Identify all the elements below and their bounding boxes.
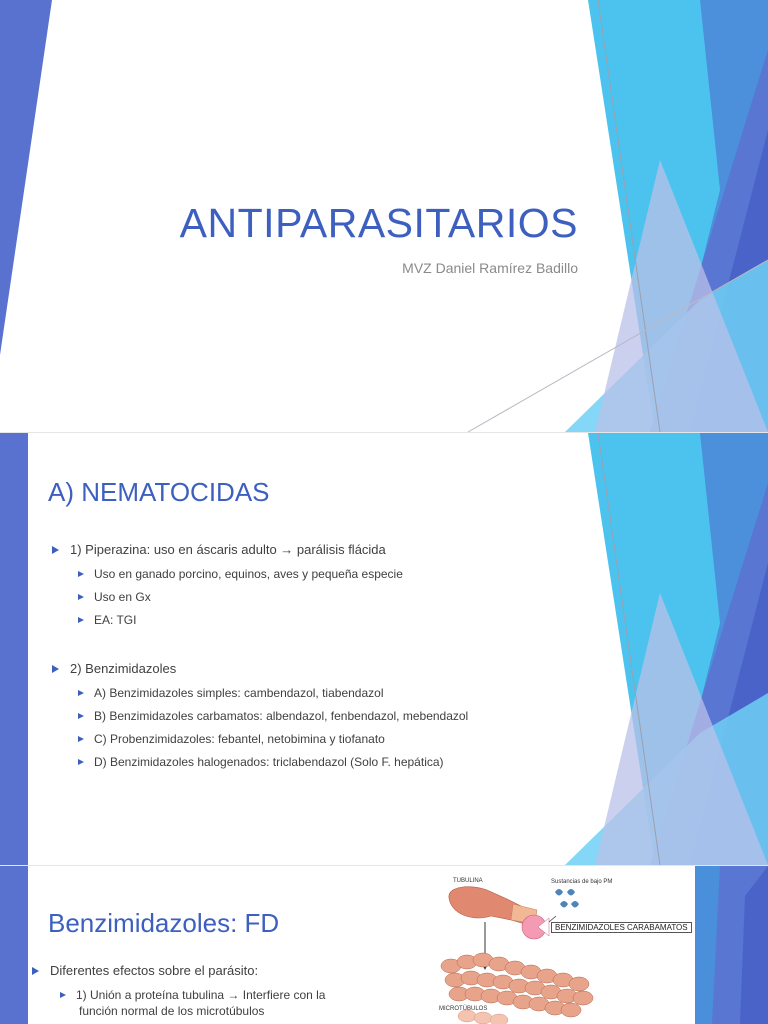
list-item: 1) Unión a proteína tubulina → Interfiere con la [60, 988, 325, 1002]
sustancias-label: Sustancias de bajo PM [551, 879, 613, 885]
list-item: EA: TGI [78, 613, 136, 627]
bullet-arrow-icon [78, 571, 84, 577]
list-item: B) Benzimidazoles carbamatos: albendazol, fenbendazol, mebendazol [78, 709, 468, 723]
list-item: D) Benzimidazoles halogenados: triclabendazol (Solo F. hepática) [78, 755, 444, 769]
list-item: 1) Piperazina: uso en áscaris adulto → parálisis flácida [52, 542, 386, 557]
list-item-continuation: función normal de los microtúbulos [79, 1004, 265, 1018]
list-item: C) Probenzimidazoles: febantel, netobimina y tiofanato [78, 732, 385, 746]
bullet-arrow-icon [52, 665, 59, 673]
bullet-arrow-icon [78, 617, 84, 623]
bullet-arrow-icon [78, 736, 84, 742]
bullet-arrow-icon [78, 594, 84, 600]
bullet-arrow-icon [52, 546, 59, 554]
bullet-arrow-icon [60, 992, 66, 998]
title-slide[interactable] [0, 0, 768, 432]
tubulin-diagram-graphic [437, 870, 695, 1024]
list-item: Uso en ganado porcino, equinos, aves y pequeña especie [78, 567, 403, 581]
tubulina-label: TUBULINA [453, 878, 483, 884]
list-item: Uso en Gx [78, 590, 151, 604]
tubulin-diagram [437, 870, 695, 1024]
slide-heading: Benzimidazoles: FD [48, 908, 280, 938]
list-item: Diferentes efectos sobre el parásito: [32, 963, 258, 978]
slide-subtitle: MVZ Daniel Ramírez Badillo [402, 260, 578, 276]
slide-title: ANTIPARASITARIOS [179, 200, 578, 246]
list-item: 2) Benzimidazoles [52, 661, 176, 676]
bullet-arrow-icon [32, 967, 39, 975]
list-item: A) Benzimidazoles simples: cambendazol, tiabendazol [78, 686, 383, 700]
microtubulos-label: MICROTÚBULOS [439, 1006, 488, 1012]
bullet-arrow-icon [78, 713, 84, 719]
slide-heading: A) NEMATOCIDAS [48, 477, 270, 507]
bullet-arrow-icon [78, 690, 84, 696]
carbamatos-label: BENZIMIDAZOLES CARABAMATOS [551, 922, 692, 933]
bullet-arrow-icon [78, 759, 84, 765]
